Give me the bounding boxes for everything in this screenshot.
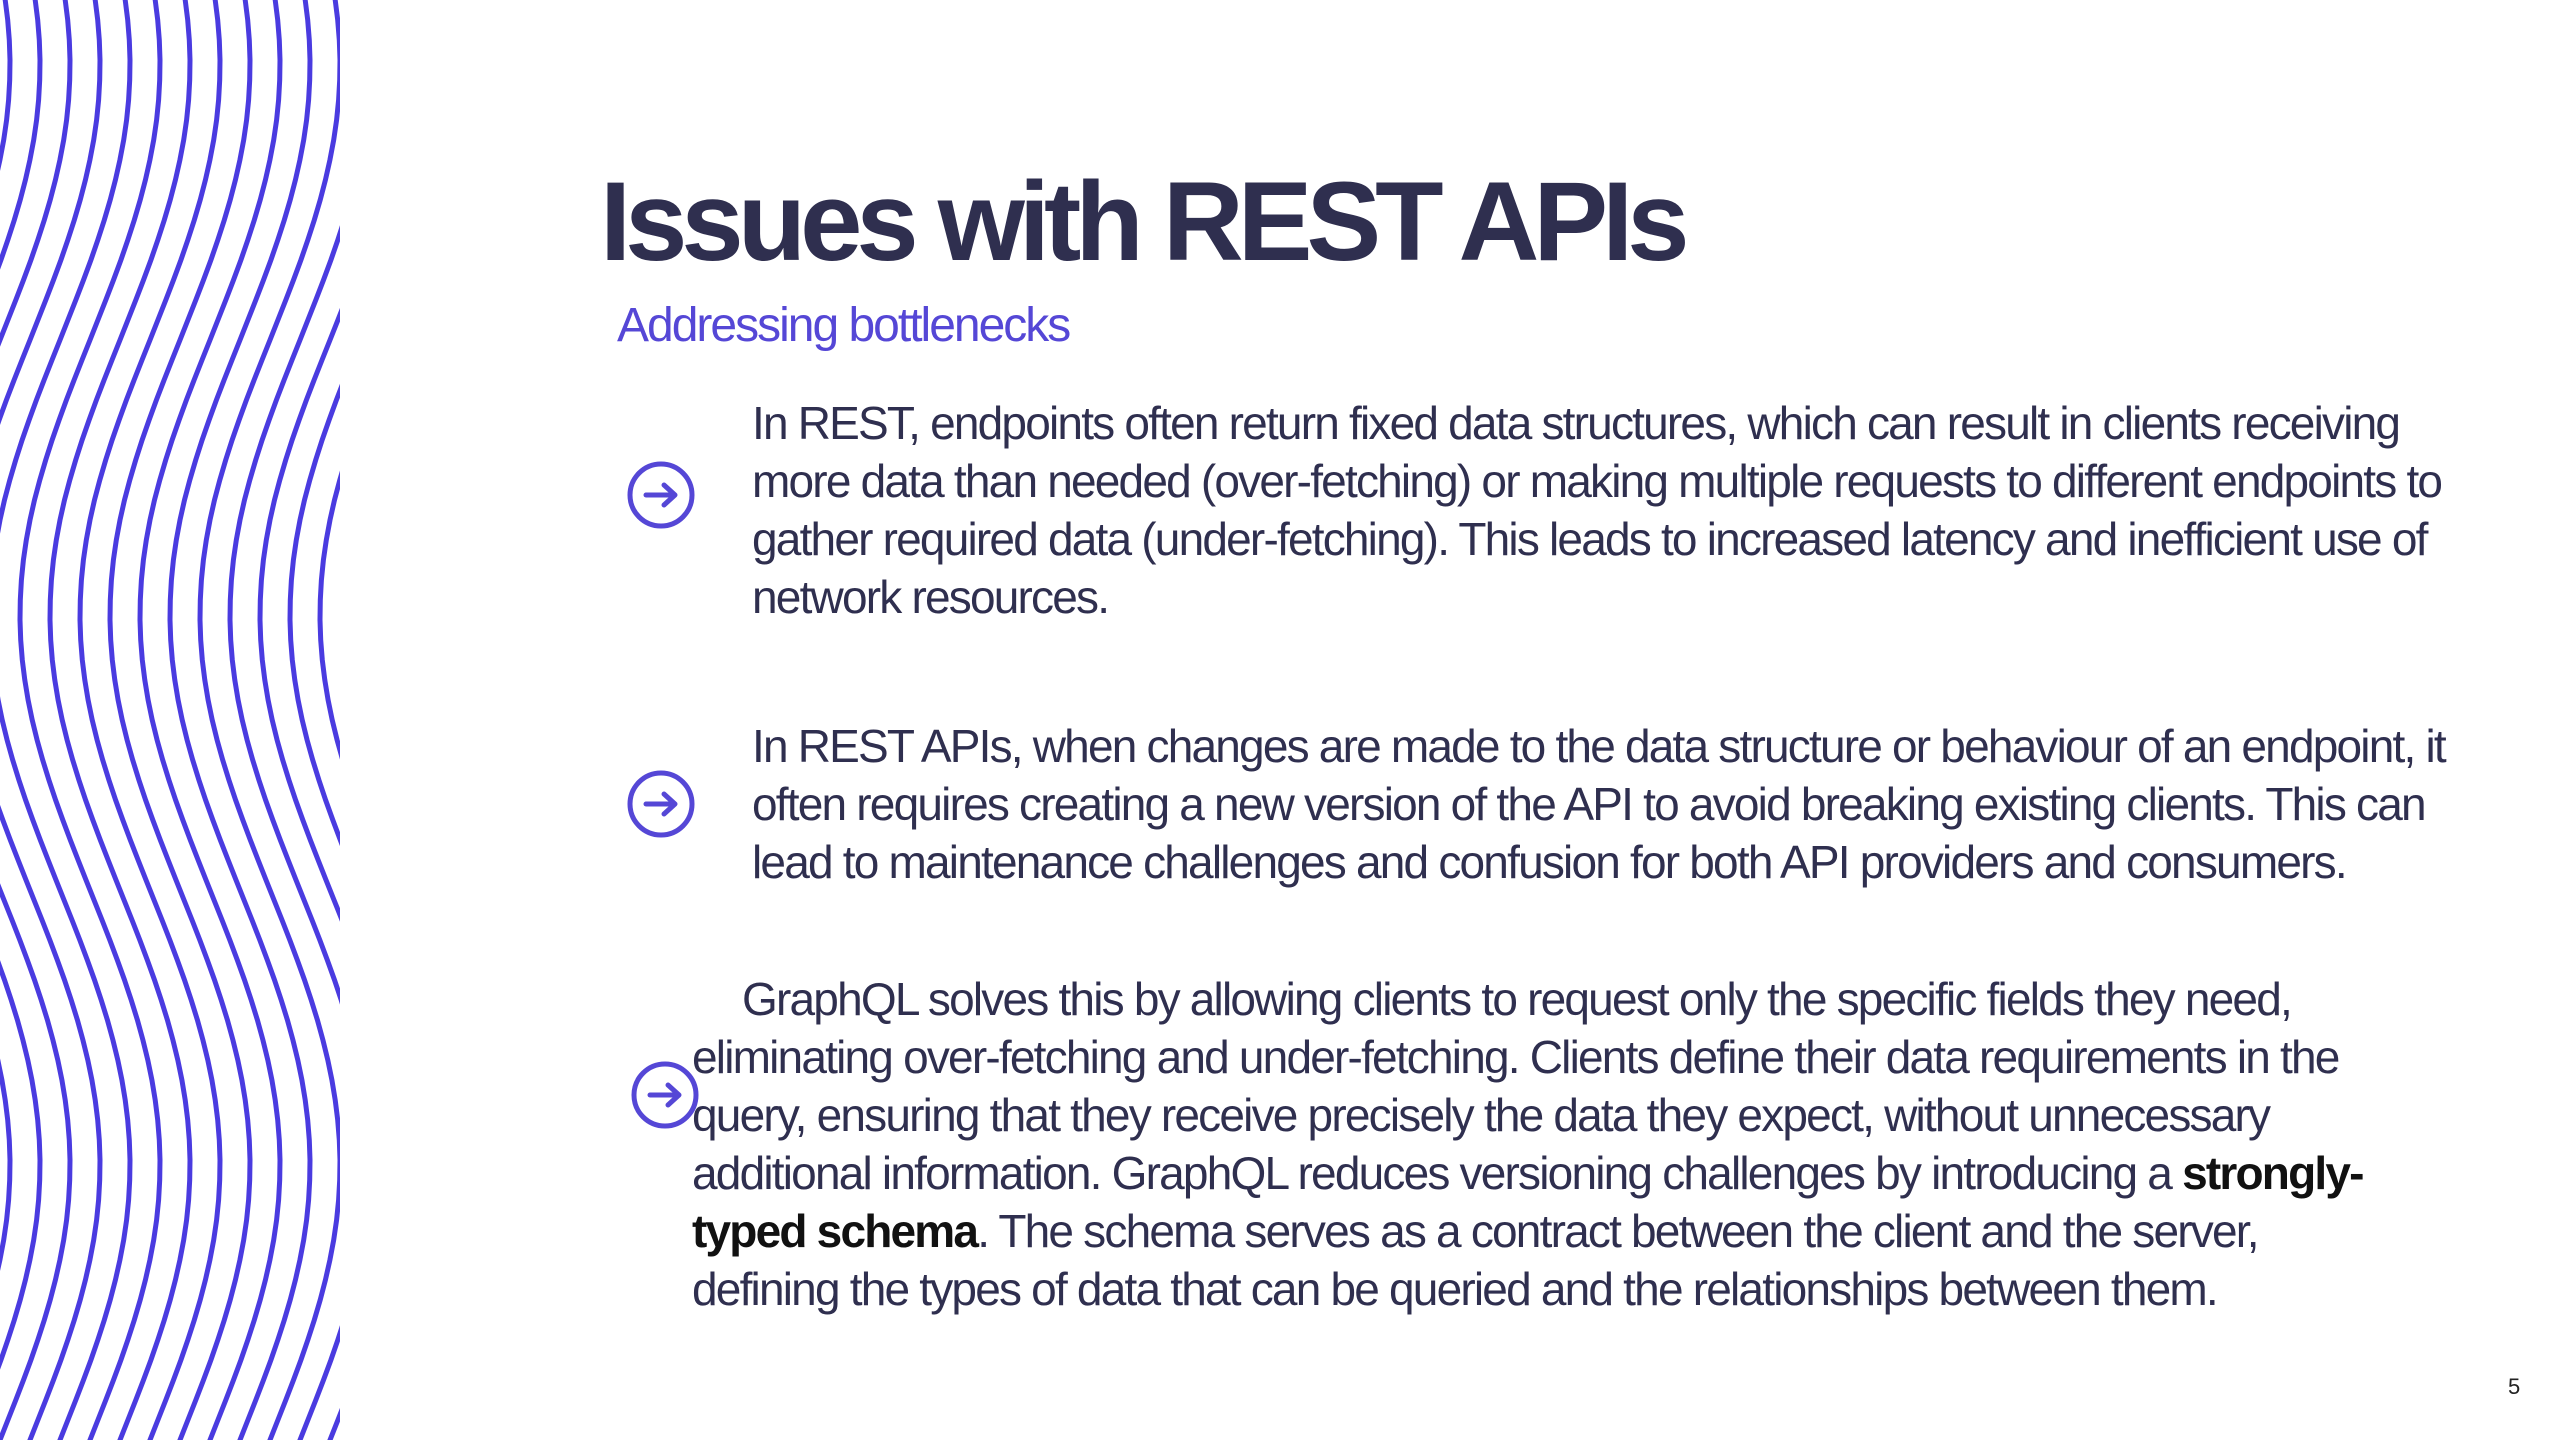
point-versioning: In REST APIs, when changes are made to the data structure or behaviour of an endpoint, it often requires creating a new version of the API to avoid breaking existing clients. This can lead to maintenance challenges and confusion for both API providers and consumers. <box>752 720 2445 888</box>
graphql-text-after: . The schema serves as a contract between the client and the server, defining the types of data that can be queried and the relationships between them. <box>692 1205 2258 1315</box>
graphql-text-bold: strongly-typed schema <box>692 1147 2363 1257</box>
point-graphql-solution <box>692 970 2412 1318</box>
slide-title: Issues with REST APIs <box>600 159 1684 284</box>
decorative-wave-pattern <box>0 0 340 1440</box>
point-over-under-fetching: In REST, endpoints often return fixed data structures, which can result in clients receiving more data than needed (over-fetching) or making multiple requests to different endpoints to gather required data (under-fetching). This leads to increased latency and inefficient use of network resources. <box>752 397 2442 623</box>
arrow-circle-icon <box>630 1060 700 1130</box>
graphql-text-before: GraphQL solves this by allowing clients to request only the specific fields they need, eliminating over-fetching and under-fetching. Clients define their data requirements in the query, ensuring that they receive precisely the data they expect, without unnecessary additional information. GraphQL reduces versioning challenges by introducing a <box>692 973 2339 1199</box>
arrow-circle-icon <box>626 460 696 530</box>
slide-subtitle: Addressing bottlenecks <box>617 299 1070 352</box>
page-number: 5 <box>2508 1374 2521 1399</box>
arrow-circle-icon <box>626 769 696 839</box>
